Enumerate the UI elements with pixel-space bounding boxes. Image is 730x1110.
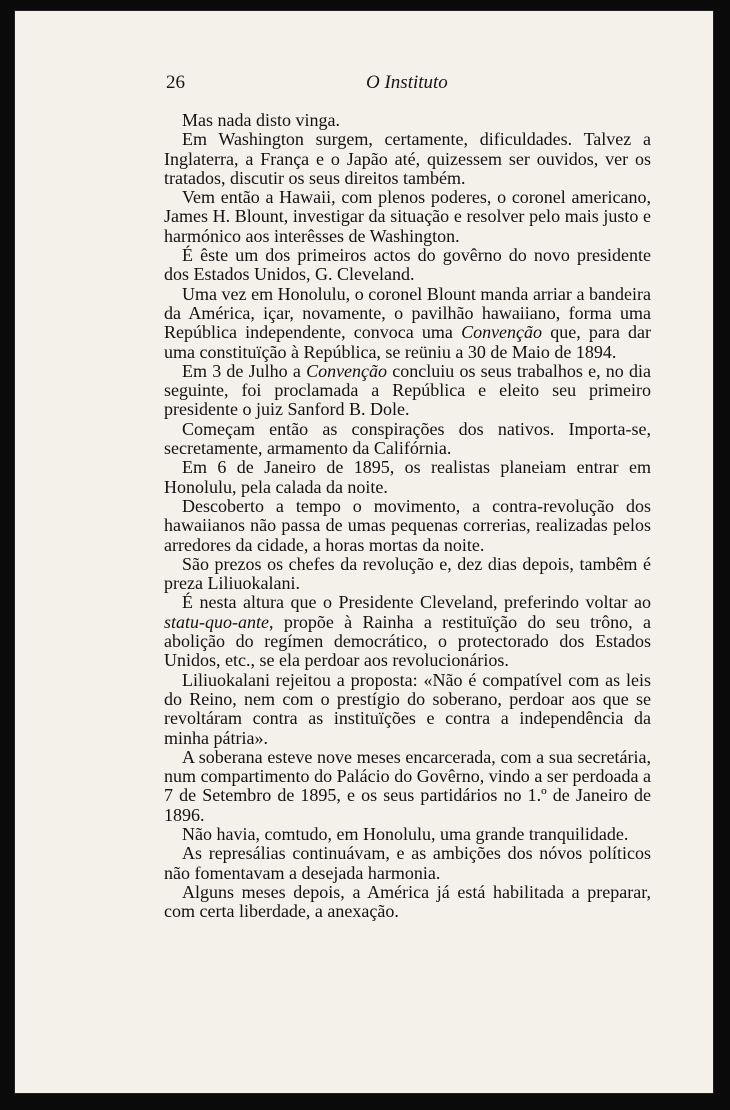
paragraph: É êste um dos primeiros actos do govêrno do novo presidente dos Estados Unidos, G. Cleveland. — [164, 245, 651, 285]
paragraph: A soberana esteve nove meses encarcerada, com a sua secretária, num compartimento do Palácio do Govêrno, vindo a ser perdoada a 7 de Setembro de 1895, e os seus partidários no 1.º de Janeiro de 1896. — [164, 746, 651, 825]
running-title: O Instituto — [366, 72, 448, 93]
paragraph: Começam então as conspirações dos nativos. Importa-se, secretamente, armamento da Califórnia. — [164, 418, 651, 459]
paragraph: Não havia, comtudo, em Honolulu, uma grande tranquilidade. — [182, 823, 629, 844]
paragraph: São prezos os chefes da revolução e, dez dias depois, tambêm é preza Liliuokalani. — [164, 553, 651, 594]
paragraph: As represálias continuávam, e as ambições dos nóvos políticos não fomentavam a desejada harmonia. — [164, 843, 651, 883]
paragraph: Descoberto a tempo o movimento, a contra-revolução dos hawaiianos não passa de umas pequenas correrias, realizadas pelos arredores da cidade, a horas mortas da noite. — [164, 495, 651, 555]
paragraph: Em Washington surgem, certamente, dificuldades. Talvez a Inglaterra, a França e o Japão até, quizessem ser ouvidos, ver os tratados, discutir os seus direitos também. — [164, 129, 651, 188]
paragraph: Em 3 de Julho a Convenção concluiu os seus trabalhos e, no dia seguinte, foi proclamada a República e eleito seu primeiro presidente o juiz Sanford B. Dole. — [164, 360, 651, 420]
paragraph: Alguns meses depois, a América já está habilitada a preparar, com certa liberdade, a anexação. — [164, 881, 651, 922]
paragraph: Liliuokalani rejeitou a proposta: «Não é compatível com as leis do Reino, nem com o prestígio do soberano, perdoar aos que se revoltáram contra as instituïções e contra a independência da minha pátria». — [164, 669, 651, 748]
paragraph: É nesta altura que o Presidente Cleveland, preferindo voltar ao statu-quo-ante, propõe à Rainha a restituïção do seu trôno, a abolição do regímen democrático, o protectorado dos Estados Unidos, etc., se ela perdoar aos revolucionários. — [164, 592, 651, 671]
paragraph: Vem então a Hawaii, com plenos poderes, o coronel americano, James H. Blount, investigar da situação e resolver pelo mais justo e harmónico aos interêsses de Washington. — [164, 187, 651, 246]
body-text — [164, 111, 651, 921]
paragraph: Uma vez em Honolulu, o coronel Blount manda arriar a bandeira da América, içar, novamente, o pavilhão hawaiiano, forma uma República independente, convoca uma Convenção que, para dar uma constituïção à República, se reüniu a 30 de Maio de 1894. — [164, 283, 651, 362]
page-number: 26 — [166, 72, 185, 93]
book-page — [14, 10, 714, 1094]
paragraph: Em 6 de Janeiro de 1895, os realistas planeiam entrar em Honolulu, pela calada da noite. — [164, 457, 651, 497]
paragraph: Mas nada disto vinga. — [182, 110, 340, 130]
